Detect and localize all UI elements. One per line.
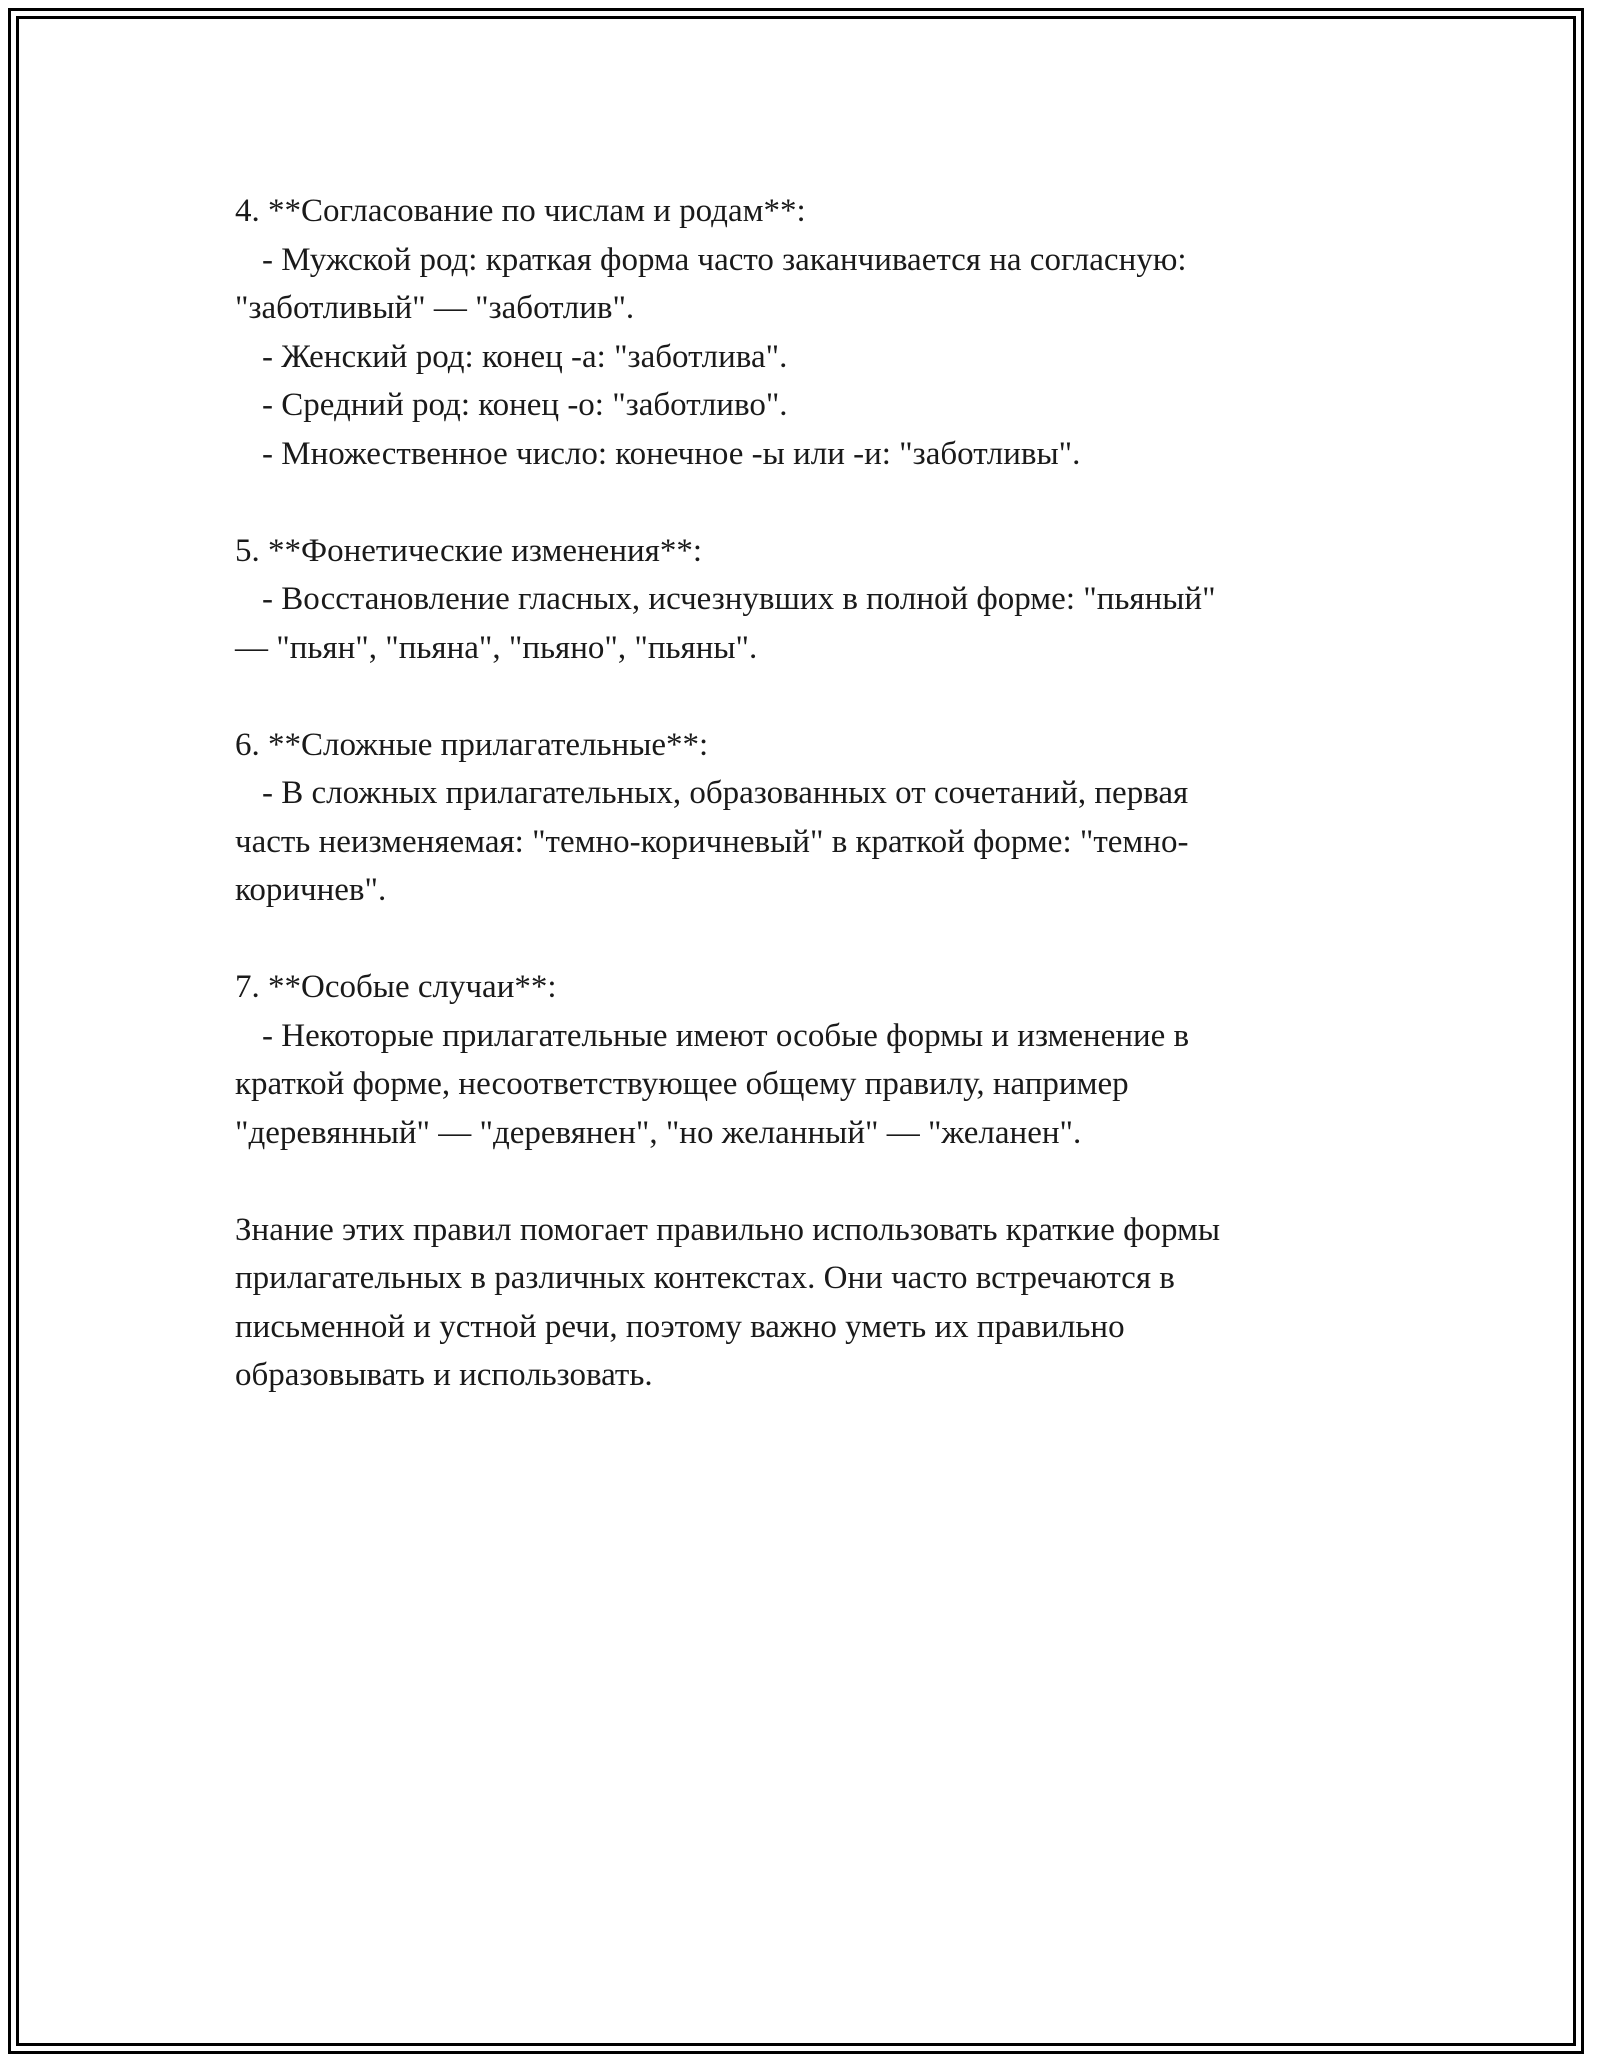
list-item: - Мужской род: краткая форма часто заканчивается на согласную: [262, 241, 1187, 278]
list-item: - В сложных прилагательных, образованных от сочетаний, первая [262, 775, 1189, 811]
conclusion-line: прилагательных в различных контекстах. Они часто встречаются в [235, 1260, 1175, 1296]
section-special [235, 963, 1365, 1157]
section-heading: 7. **Особые случаи**: [235, 969, 557, 1005]
list-item: - Некоторые прилагательные имеют особые формы и изменение в [262, 1017, 1190, 1054]
list-item: - Средний род: конец -о: "заботливо". [262, 387, 788, 423]
document-body [235, 187, 1365, 1448]
conclusion-paragraph [235, 1206, 1365, 1400]
conclusion-line: Знание этих правил помогает правильно использовать краткие формы [235, 1211, 1221, 1248]
conclusion-line: образовывать и использовать. [235, 1357, 653, 1393]
list-item-continuation: коричнев". [235, 872, 387, 908]
list-item: - Восстановление гласных, исчезнувших в полной форме: "пьяный" [262, 581, 1216, 617]
list-item-continuation: "заботливый" — "заботлив". [235, 290, 635, 326]
list-item-continuation: "деревянный" — "деревянен", "но желанный" — "желанен". [235, 1114, 1082, 1151]
section-heading: 5. **Фонетические изменения**: [235, 532, 702, 569]
list-item-continuation: часть неизменяемая: "темно-коричневый" в краткой форме: "темно- [235, 823, 1189, 860]
list-item: - Женский род: конец -а: "заботлива". [262, 338, 788, 375]
list-item-continuation: — "пьян", "пьяна", "пьяно", "пьяны". [235, 629, 758, 666]
section-agreement [235, 187, 1365, 478]
section-heading: 4. **Согласование по числам и родам**: [235, 193, 806, 229]
conclusion-line: письменной и устной речи, поэтому важно уметь их правильно [235, 1308, 1125, 1345]
section-heading: 6. **Сложные прилагательные**: [235, 726, 709, 763]
list-item: - Множественное число: конечное -ы или -и: "заботливы". [262, 435, 1081, 472]
list-item-continuation: краткой форме, несоответствующее общему правилу, например [235, 1066, 1129, 1102]
section-compound [235, 721, 1365, 915]
section-phonetic [235, 527, 1365, 673]
